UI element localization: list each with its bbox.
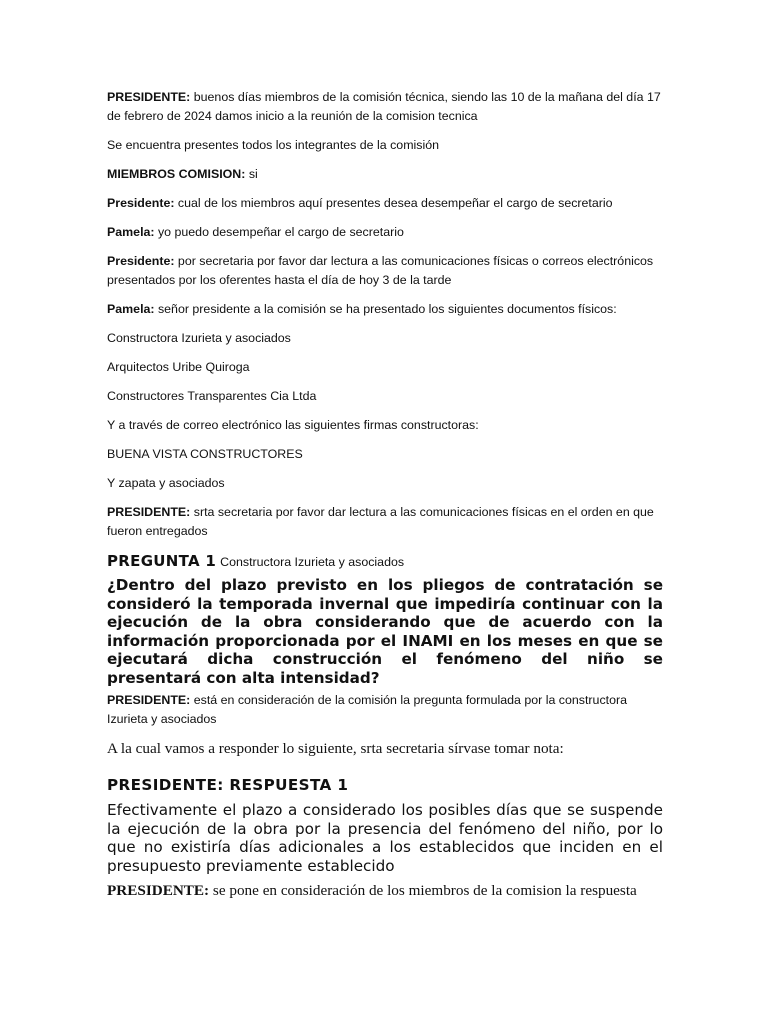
paragraph-text: yo puedo desempeñar el cargo de secretario xyxy=(154,225,404,239)
question-text: ¿Dentro del plazo previsto en los pliegos de contratación se consideró la temporada invernal que impediría continuar con la ejecución de la obra considerando que de acuerdo con la información proporcionada por el INAMI en los meses en que se ejecutará dicha construcción el fenómeno del niño se presentará con alta intensidad? xyxy=(107,576,663,687)
paragraph-members-reply xyxy=(107,165,663,184)
list-item-company xyxy=(107,474,663,493)
document-page xyxy=(107,88,663,901)
speaker-label: MIEMBROS COMISION: xyxy=(107,167,246,181)
paragraph-pamela-report xyxy=(107,300,663,319)
speaker-label: PRESIDENTE: xyxy=(107,505,191,519)
response-heading: PRESIDENTE: RESPUESTA 1 xyxy=(107,776,349,794)
paragraph-text: señor presidente a la comisión se ha presentado los siguientes documentos físicos: xyxy=(154,302,617,316)
paragraph-text: Y a través de correo electrónico las siguientes firmas constructoras: xyxy=(107,418,479,432)
paragraph-attendance xyxy=(107,136,663,155)
list-item-company xyxy=(107,387,663,406)
list-item-company xyxy=(107,445,663,464)
speaker-label: Presidente: xyxy=(107,196,175,210)
paragraph-secretary-ask xyxy=(107,194,663,213)
speaker-label: PRESIDENTE: xyxy=(107,693,191,707)
speaker-label: Presidente: xyxy=(107,254,175,268)
paragraph-text: Arquitectos Uribe Quiroga xyxy=(107,360,250,374)
paragraph-text: por secretaria por favor dar lectura a las comunicaciones físicas o correos electrónicos presentados por los oferentes hasta el día de hoy 3 de la tarde xyxy=(107,254,654,287)
list-item-company xyxy=(107,358,663,377)
paragraph-text: cual de los miembros aquí presentes desea desempeñar el cargo de secretario xyxy=(174,196,613,210)
paragraph-read-order xyxy=(107,503,663,541)
paragraph-closing xyxy=(107,881,663,901)
list-item-company xyxy=(107,329,663,348)
paragraph-text: Se encuentra presentes todos los integrantes de la comisión xyxy=(107,138,439,152)
paragraph-text: se pone en consideración de los miembros de la comision la respuesta xyxy=(209,882,637,899)
paragraph-reading-request xyxy=(107,252,663,290)
paragraph-text: Constructora Izurieta y asociados xyxy=(107,331,291,345)
speaker-label: Pamela: xyxy=(107,302,155,316)
paragraph-text: buenos días miembros de la comisión técnica, siendo las 10 de la mañana del día 17 de febrero de 2024 damos inicio a la reunión de la comision tecnica xyxy=(107,90,661,123)
speaker-label: PRESIDENTE: xyxy=(107,90,191,104)
paragraph-text: BUENA VISTA CONSTRUCTORES xyxy=(107,447,303,461)
paragraph-text: Y zapata y asociados xyxy=(107,476,225,490)
paragraph-text: está en consideración de la comisión la pregunta formulada por la constructora Izurieta y asociados xyxy=(107,693,627,726)
paragraph-text: si xyxy=(245,167,258,181)
paragraph-pamela-offer xyxy=(107,223,663,242)
paragraph-text: srta secretaria por favor dar lectura a las comunicaciones físicas en el orden en que fueron entregados xyxy=(107,505,654,538)
paragraph-consideration xyxy=(107,691,663,729)
paragraph-email-intro xyxy=(107,416,663,435)
speaker-label: Pamela: xyxy=(107,225,155,239)
paragraph-text: Constructores Transparentes Cia Ltda xyxy=(107,389,317,403)
response-text: Efectivamente el plazo a considerado los posibles días que se suspende la ejecución de la obra por la presencia del fenómeno del niño, por lo que no existiría días adicionales a los establecidos que inciden en el presupuesto previamente establecido xyxy=(107,801,663,875)
question-company: Constructora Izurieta y asociados xyxy=(220,555,405,569)
paragraph-opening xyxy=(107,88,663,126)
paragraph-take-note: A la cual vamos a responder lo siguiente, srta secretaria sírvase tomar nota: xyxy=(107,740,564,757)
question-label: PREGUNTA 1 xyxy=(107,552,217,570)
speaker-label: PRESIDENTE: xyxy=(107,882,210,899)
question-heading xyxy=(107,551,663,572)
